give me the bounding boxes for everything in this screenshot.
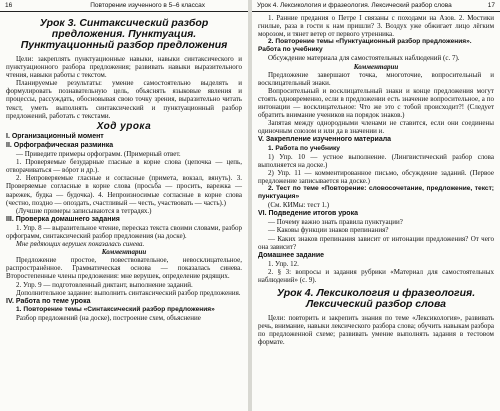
subsection-heading: Работа по учебнику [258,46,323,54]
paragraph: Предложение простое, повествовательное, невосклицательное, распространённое. Грамматическая основа — показалась синева. Второстепенные члены предложения: мне верушек, определение рядящих. [6,256,242,281]
subsection-heading: 2. Тест по теме «Повторение: словосочетание, предложение, текст; пунктуация» [258,184,494,201]
paragraph: (См. КИМы: тест 1.) [268,201,330,210]
section-heading: Домашнее задание [258,251,325,259]
right-running-header [252,0,500,12]
paragraph: 1. Ранние предания о Петре I связаны с походами на Азов. 2. Мостики гнилые, раза в гости к нам пришли? 3. Воздух уже обжигает лицо лёгким морозом, и тянет ветер от первого утренника. [258,14,494,39]
left-running-header [0,0,248,12]
lesson-title: Урок 4. Лексикология и фразеология. Лексический разбор слова [276,287,476,311]
section-heading: I. Организационный момент [6,132,104,140]
left-page [0,0,248,411]
paragraph: Запятая между однородными членами не ставится, если они соединены одиночным союзом и или да в значении и. [258,119,494,136]
paragraph: — Почему важно знать правила пунктуации? [268,218,403,227]
goals-paragraph: Цели: повторить и закрепить знания по теме «Лексикология», развивать речь, внимание, навыки лексического разбора слова; обучить навыкам разбора по предложенной схеме; развивать умение выполнять задания в тестовом формате. [258,314,494,347]
comment-heading: Комментарии [353,62,399,71]
right-page [252,0,500,411]
section-heading: IV. Работа по теме урока [6,297,91,305]
subsection-heading: 1. Работа по учебнику [268,144,340,152]
lesson-course-heading: Ход урока [96,120,152,132]
planned-results-paragraph: Планируемые результаты: умение самостоятельно выделять и формулировать познавательную цель, объяснять языковые явления и процессы, рассуждать, обосновывая свою точку зрения, выразительно читать текст, уметь выполнять синтаксический и пунктуационный разбор предложений, работать с текстами. [6,79,242,120]
example-sentence: Мне рядяющих верушек показалась синева. [16,240,145,249]
subsection-heading: 1. Повторение темы «Синтаксический разбор предложения» [16,305,215,313]
section-heading: III. Проверка домашнего задания [6,215,120,223]
paragraph: 2. Непроверяемые гласные и согласные (примета, вокзал, вянуть). 3. Проверяемые согласные в корне слова (просьба — просить, варежка — варежек, будка — будочка). 4. Непроизносимые согласные в корне слова (честно, поздно — опоздать, счастливый — честь, участвовать — часть).) [6,174,242,207]
running-title: Повторение изученного в 5–6 классах [90,1,206,9]
paragraph: 1. Проверяемые безударные гласные в корне слова (цепочка — цепь, отворачиваться — вóрот и др.). [6,158,242,175]
paragraph: (Лучшие примеры записываются в тетрадях.) [16,206,152,215]
running-title: Урок 4. Лексикология и фразеология. Лексический разбор слова [257,1,452,9]
paragraph: — Приведите примеры орфограмм. (Примерный ответ. [16,150,181,159]
paragraph: 1. Упр. 12. [268,259,299,268]
page-number: 16 [5,1,13,9]
paragraph: Дополнительное задание: выполнить синтаксический разбор предложения. [16,288,241,297]
paragraph: 2. § 3: вопросы и задания рубрики «Материал для самостоятельных наблюдений» (с. 9). [258,267,494,284]
paragraph: 1) Упр. 10 — устное выполнение. (Лингвистический разбор слова выполняется на доске.) [258,152,494,169]
subsection-heading: 2. Повторение темы «Пунктуационный разбор предложения». [268,38,472,46]
section-heading: II. Орфографическая разминка [6,141,114,149]
goals-paragraph: Цели: закреплять пунктуационные навыки, навыки синтаксического и пунктуационного разбора предложения; развивать навыки выразительного чтения, навыки работы с текстом. [6,55,242,80]
lesson-title: Урок 3. Синтаксический разбор предложения. Пунктуация. Пунктуационный разбор предложения [20,17,228,51]
page-number: 17 [487,1,495,9]
paragraph: — Каковы функции знаков препинания? [268,226,389,235]
paragraph: Разбор предложений (на доске), построение схем, объяснение [16,313,201,322]
paragraph: Обсуждение материала для самостоятельных наблюдений (с. 7). [268,54,460,63]
paragraph: 2) Упр. 11 — комментированное письмо, обсуждение заданий. (Первое предложение записывается на доске.) [258,168,494,185]
section-heading: V. Закрепление изученного материала [258,136,392,144]
section-heading: VI. Подведение итогов урока [258,210,358,218]
paragraph: Предложение завершают точка, многоточие, вопросительный и восклицательный знаки. [258,70,494,87]
paragraph: 1. Упр. 8 — выразительное чтение, пересказ текста своими словами, разбор орфограмм, синтаксический разбор предложения (на доске). [6,223,242,240]
comment-heading: Комментарии [101,248,147,257]
paragraph: Вопросительный и восклицательный знаки и конце предложения могут стоять одновременно, если в предложении есть значение вопросительное, а по интонации — восклицательное: Что же это с тобой происходит?! (Следует обратить внимание учеников на порядок знаков.) [258,86,494,120]
paragraph: 2. Упр. 9 — подготовленный диктант, выполнение заданий. [16,280,193,289]
paragraph: — Каких знаков препинания зависит от интонации предложения? От чего она зависит? [258,234,494,251]
